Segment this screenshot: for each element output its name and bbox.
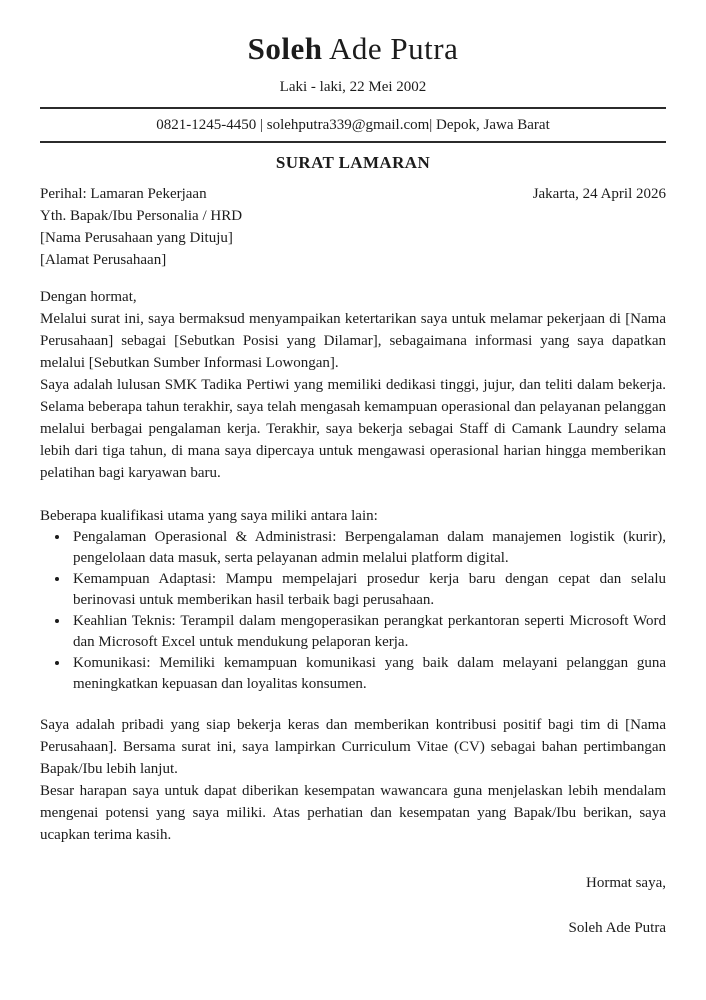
applicant-gender-birthdate: Laki - laki, 22 Mei 2002	[279, 79, 427, 95]
letter-date: Jakarta, 24 April 2026	[532, 186, 666, 202]
recipient-block	[40, 205, 666, 271]
subject-date-row	[40, 183, 666, 205]
qualification-item: • Pengalaman Operasional & Administrasi: Berpengalaman dalam manajemen logistik (kurir), pengelolaan data masuk, serta pelayanan admin melalui platform digital.	[70, 527, 666, 569]
contact-info: 0821-1245-4450 | solehputra339@gmail.com| Depok, Jawa Barat	[156, 117, 550, 133]
letter-subject: Perihal: Lamaran Pekerjaan	[40, 186, 207, 202]
closing-paragraphs	[40, 714, 666, 846]
paragraph-background: Saya adalah lulusan SMK Tadika Pertiwi yang memiliki dedikasi tinggi, jujur, dan teliti dalam bekerja. Selama beberapa tahun terakhir, saya telah mengasah kemampuan operasional dan pelayanan pelanggan melalui berbagai pengalaman kerja. Terakhir, saya bekerja sebagai Staff di Camank Laundry selama lebih dari tiga tahun, di mana saya dipercaya untuk mengawasi operasional harian hingga memberikan pelatihan bagi karyawan baru.	[40, 377, 666, 481]
letter-header	[40, 30, 666, 174]
qualification-item: • Kemampuan Adaptasi: Mampu mempelajari prosedur kerja baru dengan cepat dan selalu berinovasi untuk memberikan hasil terbaik bagi perusahaan.	[70, 569, 666, 611]
applicant-first-name: Soleh	[247, 31, 323, 66]
qualification-item: • Keahlian Teknis: Terampil dalam mengoperasikan perangkat perkantoran seperti Microsoft Word dan Microsoft Excel untuk mendukung pelaporan kerja.	[70, 611, 666, 653]
paragraph-intro: Melalui surat ini, saya bermaksud menyampaikan ketertarikan saya untuk melamar pekerjaan di [Nama Perusahaan] sebagai [Sebutkan Posisi yang Dilamar], sebagaimana informasi yang saya dapatkan melalui [Sebutkan Sumber Informasi Lowongan].	[40, 311, 666, 371]
document-title: SURAT LAMARAN	[275, 153, 431, 172]
signature-name: Soleh Ade Putra	[568, 920, 666, 936]
signoff: Hormat saya,	[586, 875, 666, 891]
header-divider-bottom	[40, 141, 666, 143]
qualifications-intro: Beberapa kualifikasi utama yang saya miliki antara lain:	[40, 508, 378, 524]
salutation: Dengan hormat,	[40, 289, 137, 305]
qualification-item: • Komunikasi: Memiliki kemampuan komunikasi yang baik dalam melayani pelanggan guna meningkatkan kepuasan dan loyalitas konsumen.	[70, 653, 666, 695]
recipient-line: [Alamat Perusahaan]	[40, 252, 167, 268]
applicant-rest-name: Ade Putra	[322, 31, 459, 66]
recipient-line: Yth. Bapak/Ibu Personalia / HRD	[40, 208, 243, 224]
qualifications-list	[40, 527, 666, 695]
recipient-line: [Nama Perusahaan yang Dituju]	[40, 230, 233, 246]
paragraph-closing-1: Saya adalah pribadi yang siap bekerja keras dan memberikan kontribusi positif bagi tim di [Nama Perusahaan]. Bersama surat ini, saya lampirkan Curriculum Vitae (CV) sebagai bahan pertimbangan Bapak/Ibu lebih lanjut.	[40, 717, 666, 777]
applicant-name	[40, 30, 666, 68]
paragraph-closing-2: Besar harapan saya untuk dapat diberikan kesempatan wawancara guna menjelaskan lebih mendalam mengenai potensi yang saya miliki. Atas perhatian dan kesempatan yang Bapak/Ibu berikan, saya ucapkan terima kasih.	[40, 783, 666, 843]
